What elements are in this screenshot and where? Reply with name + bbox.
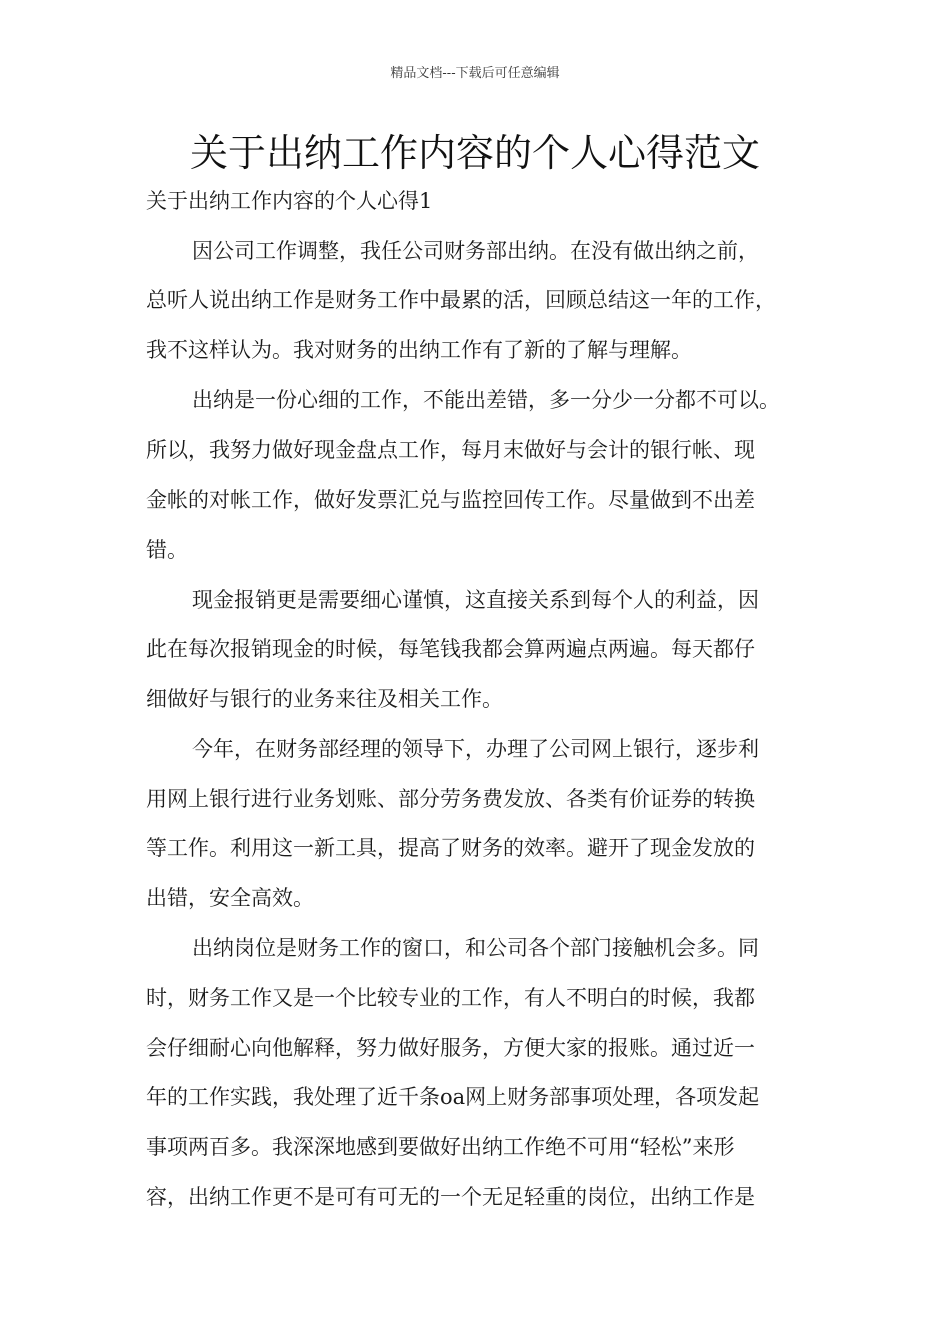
paragraph-5-line-4: 年的工作实践，我处理了近千条oa网上财务部事项处理，各项发起 (146, 1085, 760, 1109)
paragraph-2-line-4: 错。 (146, 538, 188, 562)
paragraph-2-line-3: 金帐的对帐工作，做好发票汇兑与监控回传工作。尽量做到不出差 (146, 488, 755, 512)
paragraph-3-line-3: 细做好与银行的业务来往及相关工作。 (146, 687, 503, 711)
paragraph-2-line-2: 所以，我努力做好现金盘点工作，每月末做好与会计的银行帐、现 (146, 438, 755, 462)
paragraph-4-line-2: 用网上银行进行业务划账、部分劳务费发放、各类有价证券的转换 (146, 787, 755, 811)
paragraph-1-line-1: 因公司工作调整，我任公司财务部出纳。在没有做出纳之前， (192, 239, 759, 263)
paragraph-1-line-2: 总听人说出纳工作是财务工作中最累的活，回顾总结这一年的工作， (146, 288, 776, 312)
paragraph-5-line-3: 会仔细耐心向他解释，努力做好服务，方便大家的报账。通过近一 (146, 1036, 755, 1060)
paragraph-4-line-4: 出错，安全高效。 (146, 886, 314, 910)
paragraph-3-line-1: 现金报销更是需要细心谨慎，这直接关系到每个人的利益，因 (192, 588, 759, 612)
paragraph-2-line-1: 出纳是一份心细的工作，不能出差错，多一分少一分都不可以。 (192, 388, 780, 412)
page-header: 精品文档---下载后可任意编辑 (390, 66, 560, 81)
paragraph-1-line-3: 我不这样认为。我对财务的出纳工作有了新的了解与理解。 (146, 338, 692, 362)
document-title: 关于出纳工作内容的个人心得范文 (189, 131, 760, 175)
paragraph-5-line-1: 出纳岗位是财务工作的窗口，和公司各个部门接触机会多。同 (192, 936, 759, 960)
section-heading: 关于出纳工作内容的个人心得1 (146, 189, 433, 213)
paragraph-4-line-3: 等工作。利用这一新工具，提高了财务的效率。避开了现金发放的 (146, 836, 755, 860)
paragraph-5-line-6: 容，出纳工作更不是可有可无的一个无足轻重的岗位，出纳工作是 (146, 1185, 755, 1209)
paragraph-3-line-2: 此在每次报销现金的时候，每笔钱我都会算两遍点两遍。每天都仔 (146, 637, 755, 661)
paragraph-4-line-1: 今年，在财务部经理的领导下，办理了公司网上银行，逐步利 (192, 737, 759, 761)
paragraph-5-line-5: 事项两百多。我深深地感到要做好出纳工作绝不可用“轻松”来形 (146, 1135, 735, 1159)
paragraph-5-line-2: 时，财务工作又是一个比较专业的工作，有人不明白的时候，我都 (146, 986, 755, 1010)
